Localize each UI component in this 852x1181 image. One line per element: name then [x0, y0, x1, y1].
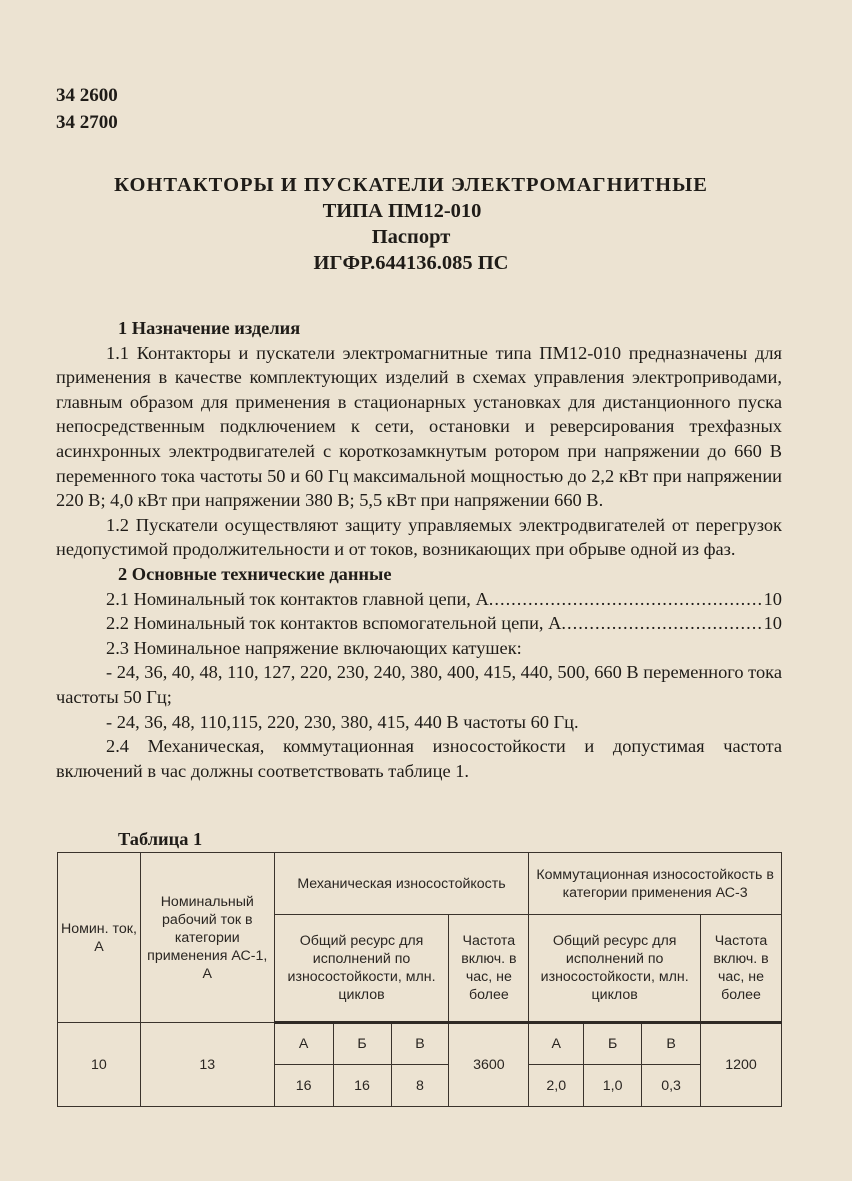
item-2-3-a: - 24, 36, 40, 48, 110, 127, 220, 230, 240, 380, 400, 415, 440, 500, 660 В переменного тока частоты 50 Гц; [56, 662, 782, 707]
header-nominal-current: Номин. ток, А [58, 853, 141, 1023]
code-1: 34 2600 [56, 85, 118, 106]
table-caption: Таблица 1 [118, 829, 203, 849]
cell-mech-v: 8 [391, 1065, 449, 1107]
item-2-3-b: - 24, 36, 48, 110,115, 220, 230, 380, 415, 440 В частоты 60 Гц. [106, 711, 579, 732]
cell-mech-v-label: В [391, 1023, 449, 1065]
document-title [0, 172, 852, 276]
section-2-heading: 2 Основные технические данные [118, 563, 392, 584]
header-commutation: Коммутационная износостойкость в категории применения АС-3 [529, 853, 782, 915]
item-2-1-value: 10 [763, 588, 782, 609]
leader-dots [561, 611, 763, 636]
header-mechanical: Механическая износостойкость [274, 853, 529, 915]
cell-comm-b-label: Б [584, 1023, 642, 1065]
section-1-heading: 1 Назначение изделия [118, 318, 301, 338]
classifier-codes [56, 82, 118, 136]
cell-mech-frequency: 3600 [449, 1023, 529, 1107]
cell-comm-a-label: А [529, 1023, 584, 1065]
cell-mech-b: 16 [333, 1065, 391, 1107]
leader-dots [489, 587, 764, 612]
item-2-4: 2.4 Механическая, коммутационная износостойкости и допустимая частота включений в час должны соответствовать таблице 1. [56, 736, 782, 781]
cell-comm-v: 0,3 [642, 1065, 701, 1107]
cell-mech-a: 16 [274, 1065, 333, 1107]
paragraph-1-1: 1.1 Контакторы и пускатели электромагнитные типа ПМ12-010 предназначены для применения в качестве комплектующих изделий в схемах управления электроприводами, главным образом для применения в стационарных установках для дистанционного пуска непосредственным подключением к сети, остановки и реверсирования трехфазных асинхронных электродвигателей с короткозамкнутым ротором при напряжении до 660 В переменного тока частоты 50 и 60 Гц максимальной мощностью до 2,2 кВт при напряжении 220 В; 4,0 кВт при напряжении 380 В; 5,5 кВт при напряжении 660 В. [56, 342, 782, 511]
paragraph-1-2: 1.2 Пускатели осуществляют защиту управляемых электродвигателей от перегрузок недопустимой продолжительности и от токов, возникающих при обрыве одной из фаз. [56, 514, 782, 560]
title-line-4: ИГФР.644136.085 ПС [313, 252, 509, 274]
item-2-1-label: 2.1 Номинальный ток контактов главной цепи, А [106, 588, 489, 609]
cell-mech-b-label: Б [333, 1023, 391, 1065]
cell-comm-frequency: 1200 [701, 1023, 782, 1107]
header-comm-total: Общий ресурс для исполнений по износостойкости, млн. циклов [529, 915, 701, 1023]
cell-comm-b: 1,0 [584, 1065, 642, 1107]
item-2-2-label: 2.2 Номинальный ток контактов вспомогательной цепи, А [106, 613, 562, 634]
title-line-2: ТИПА ПМ12-010 [322, 200, 482, 222]
cell-rated-current: 13 [140, 1023, 274, 1107]
title-line-3: Паспорт [371, 226, 451, 248]
cell-nominal-current: 10 [58, 1023, 141, 1107]
document-body [56, 316, 782, 783]
cell-comm-a: 2,0 [529, 1065, 584, 1107]
header-rated-current: Номинальный рабочий ток в категории применения АС-1, А [140, 853, 274, 1023]
item-2-2 [56, 611, 782, 636]
title-line-1: КОНТАКТОРЫ И ПУСКАТЕЛИ ЭЛЕКТРОМАГНИТНЫЕ [114, 174, 708, 196]
cell-comm-v-label: В [642, 1023, 701, 1065]
code-2: 34 2700 [56, 112, 118, 133]
item-2-3: 2.3 Номинальное напряжение включающих катушек: [106, 637, 522, 658]
cell-mech-a-label: А [274, 1023, 333, 1065]
table-1 [57, 852, 782, 1107]
header-mech-frequency: Частота включ. в час, не более [449, 915, 529, 1023]
header-comm-frequency: Частота включ. в час, не более [701, 915, 782, 1023]
header-mech-total: Общий ресурс для исполнений по износостойкости, млн. циклов [274, 915, 449, 1023]
item-2-2-value: 10 [763, 613, 782, 634]
item-2-1 [56, 587, 782, 612]
